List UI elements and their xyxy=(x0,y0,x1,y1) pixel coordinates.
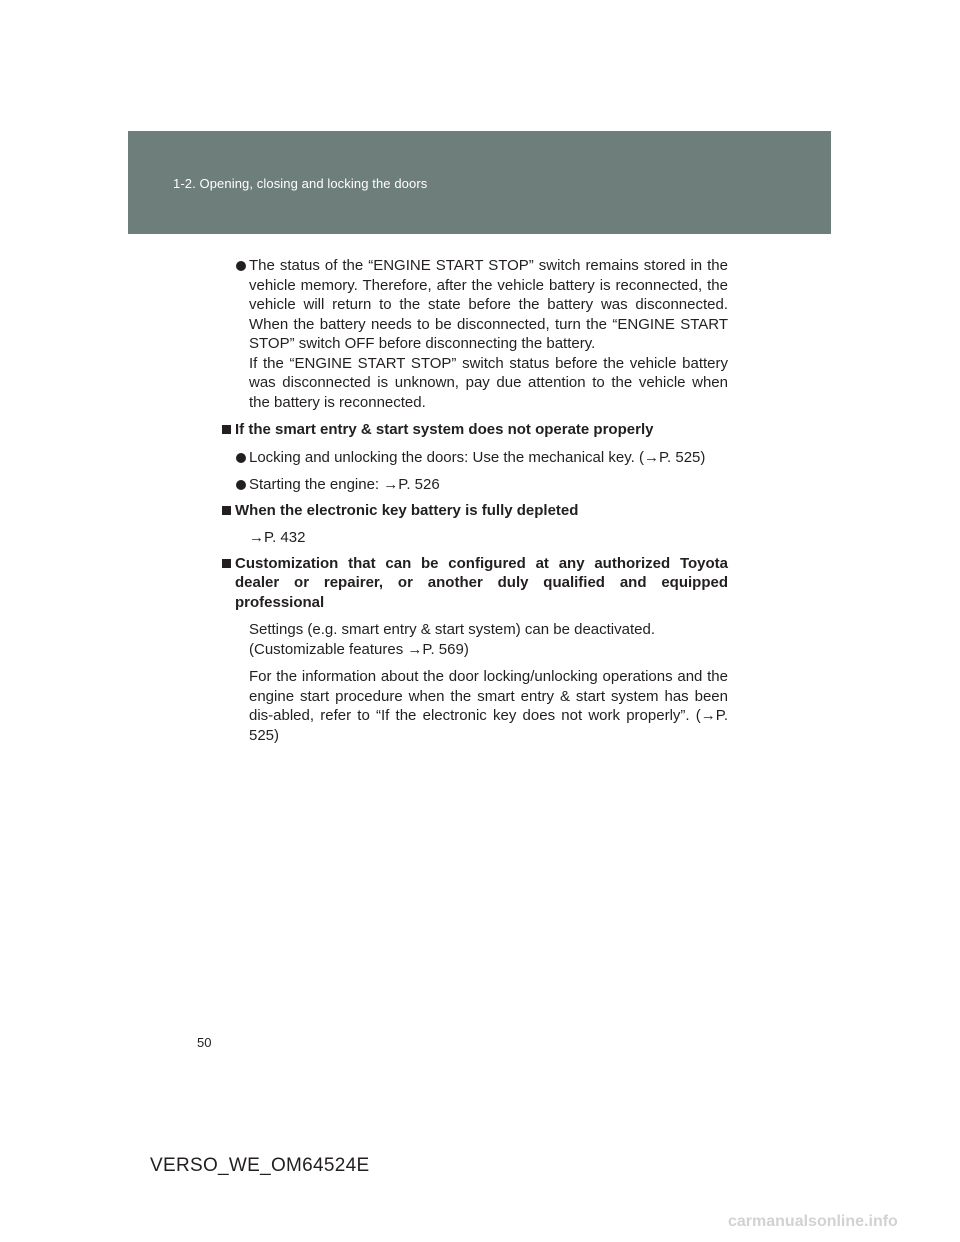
page-number: 50 xyxy=(197,1035,212,1050)
watermark-text: carmanualsonline.info xyxy=(728,1213,898,1230)
battery-note xyxy=(222,256,728,412)
list-item xyxy=(222,475,728,495)
page-content xyxy=(222,256,728,745)
customization-info-paragraph: For the information about the door locking/unlocking operations and the engine start procedure when the smart entry & start system has been dis-abled, refer to “If the electronic key does not work properly”. (→P. 525) xyxy=(249,668,728,744)
depleted-heading xyxy=(222,501,728,521)
smart-entry-item-text: Starting the engine: →P. 526 xyxy=(249,476,440,493)
customization-heading-text: Customization that can be configured at any authorized Toyota dealer or repairer, or another duly qualified and equipped professional xyxy=(235,554,728,611)
list-item xyxy=(222,448,728,468)
bullet-dot-icon xyxy=(236,261,246,271)
watermark-logo xyxy=(728,1206,948,1236)
customization-settings-line: Settings (e.g. smart entry & start system) can be deactivated. xyxy=(249,621,656,638)
bullet-dot-icon xyxy=(236,453,246,463)
square-bullet-icon xyxy=(222,559,231,568)
smart-entry-item-text: Locking and unlocking the doors: Use the mechanical key. (→P. 525) xyxy=(249,448,706,466)
square-bullet-icon xyxy=(222,506,231,515)
smart-entry-heading-text: If the smart entry & start system does not operate properly xyxy=(235,421,654,438)
depleted-heading-text: When the electronic key battery is fully depleted xyxy=(235,501,579,519)
document-code: VERSO_WE_OM64524E xyxy=(150,1155,370,1176)
battery-note-text-2: If the “ENGINE START STOP” switch status before the vehicle battery was disconnected is unknown, pay due attention to the vehicle when the battery is reconnected. xyxy=(249,354,728,411)
section-title: 1-2. Opening, closing and locking the doors xyxy=(173,176,428,191)
square-bullet-icon xyxy=(222,425,231,434)
depleted-reference: →P. 432 xyxy=(249,529,306,546)
smart-entry-heading xyxy=(222,420,728,440)
customization-heading xyxy=(222,554,728,613)
customization-features-line: (Customizable features →P. 569) xyxy=(249,640,469,658)
battery-note-text-1: The status of the “ENGINE START STOP” switch remains stored in the vehicle memory. Therefore, after the vehicle battery is reconnected, the vehicle will return to the state before the battery was disconnected. When the battery needs to be disconnected, turn the “ENGINE START STOP” switch OFF before disconnecting the battery. xyxy=(249,257,728,352)
bullet-dot-icon xyxy=(236,480,246,490)
